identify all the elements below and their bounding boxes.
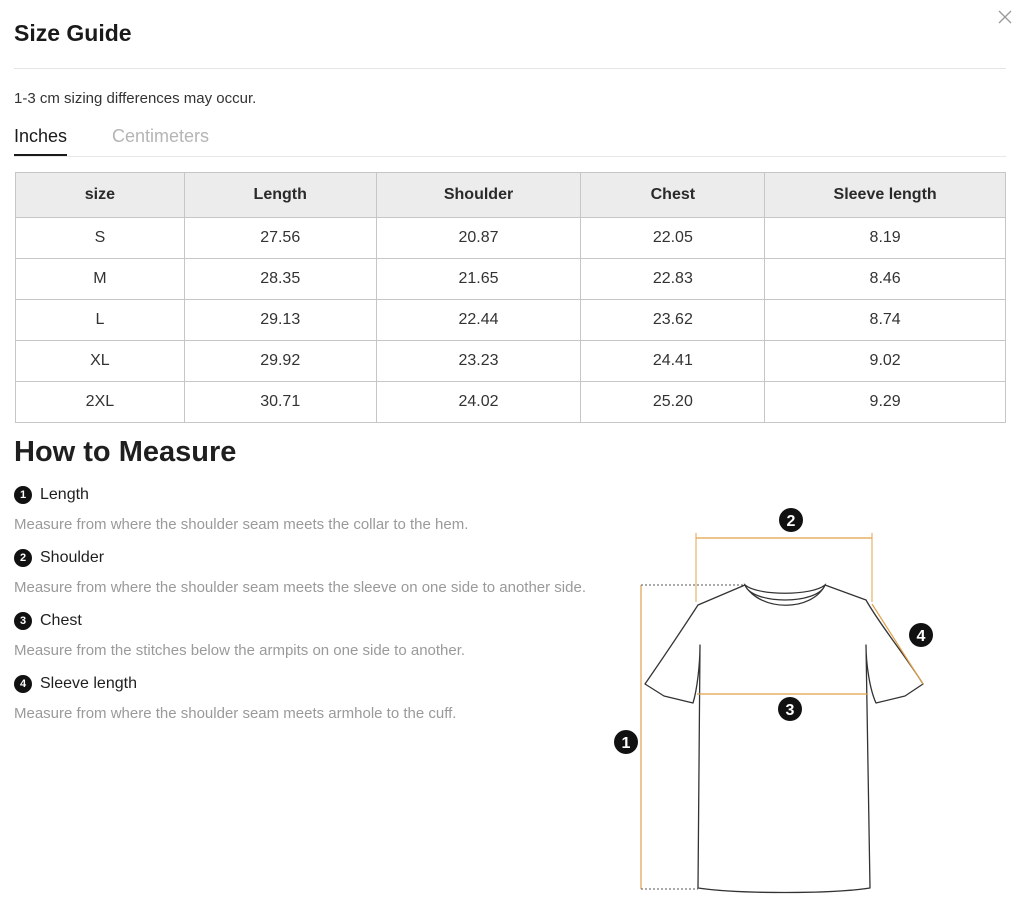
header-divider — [14, 68, 1006, 69]
shoulder-measure-line — [696, 533, 872, 602]
table-row — [16, 300, 1006, 341]
size-table — [15, 172, 1006, 423]
table-cell: 21.65 — [376, 259, 581, 300]
modal-title: Size Guide — [14, 20, 132, 46]
measure-item-shoulder — [14, 549, 586, 596]
table-cell: M — [16, 259, 185, 300]
column-header: Shoulder — [376, 173, 581, 218]
table-row — [16, 218, 1006, 259]
how-to-measure-title: How to Measure — [14, 436, 237, 468]
column-header: size — [16, 173, 185, 218]
table-cell: 28.35 — [184, 259, 376, 300]
table-cell: 22.83 — [581, 259, 765, 300]
table-cell: 24.02 — [376, 382, 581, 423]
table-cell: 22.05 — [581, 218, 765, 259]
tab-centimeters[interactable]: Centimeters — [112, 126, 210, 146]
table-cell: L — [16, 300, 185, 341]
marker-4-icon — [909, 623, 933, 647]
close-icon — [996, 8, 1014, 26]
sizing-note: 1-3 cm sizing differences may occur. — [14, 90, 257, 107]
table-row — [16, 259, 1006, 300]
marker-1-label: 1 — [621, 735, 631, 752]
t-shirt-diagram — [600, 500, 960, 900]
table-cell: 8.46 — [765, 259, 1006, 300]
column-header: Length — [184, 173, 376, 218]
table-cell: XL — [16, 341, 185, 382]
measure-description: Measure from where the shoulder seam meets the collar to the hem. — [14, 516, 469, 533]
number-4-icon: 4 — [14, 675, 32, 693]
measure-description: Measure from the stitches below the armpits on one side to another. — [14, 642, 466, 659]
number-1-icon: 1 — [14, 486, 32, 504]
table-cell: 23.62 — [581, 300, 765, 341]
measure-description: Measure from where the shoulder seam meets the sleeve on one side to another side. — [14, 579, 586, 596]
table-row — [16, 382, 1006, 423]
table-cell: 20.87 — [376, 218, 581, 259]
table-row — [16, 341, 1006, 382]
column-header: Sleeve length — [765, 173, 1006, 218]
marker-3-label: 3 — [785, 702, 795, 719]
table-cell: 29.13 — [184, 300, 376, 341]
number-3-icon: 3 — [14, 612, 32, 630]
measure-label: Shoulder — [40, 549, 105, 566]
measure-label: Length — [40, 486, 89, 503]
marker-2-label: 2 — [786, 513, 796, 530]
t-shirt-outline-icon — [645, 585, 923, 893]
table-cell: 9.29 — [765, 382, 1006, 423]
marker-2-icon — [779, 508, 803, 532]
table-cell: 27.56 — [184, 218, 376, 259]
marker-3-icon — [778, 697, 802, 721]
column-header: Chest — [581, 173, 765, 218]
measure-item-length — [14, 486, 468, 533]
close-button[interactable] — [996, 8, 1014, 26]
unit-tabs — [14, 124, 1006, 157]
table-cell: 22.44 — [376, 300, 581, 341]
table-cell: 8.74 — [765, 300, 1006, 341]
table-cell: 9.02 — [765, 341, 1006, 382]
measure-label: Chest — [40, 612, 82, 629]
table-cell: 30.71 — [184, 382, 376, 423]
table-header-row — [16, 173, 1006, 218]
table-cell: 25.20 — [581, 382, 765, 423]
table-cell: 2XL — [16, 382, 185, 423]
marker-1-icon — [614, 730, 638, 754]
number-2-icon: 2 — [14, 549, 32, 567]
table-cell: 8.19 — [765, 218, 1006, 259]
measure-item-chest — [14, 612, 465, 659]
tab-inches[interactable]: Inches — [14, 126, 68, 146]
measure-label: Sleeve length — [40, 675, 137, 692]
table-cell: S — [16, 218, 185, 259]
table-cell: 23.23 — [376, 341, 581, 382]
table-cell: 29.92 — [184, 341, 376, 382]
measure-item-sleeve-length — [14, 675, 456, 722]
marker-4-label: 4 — [916, 628, 926, 645]
measure-description: Measure from where the shoulder seam meets armhole to the cuff. — [14, 705, 457, 722]
table-cell: 24.41 — [581, 341, 765, 382]
